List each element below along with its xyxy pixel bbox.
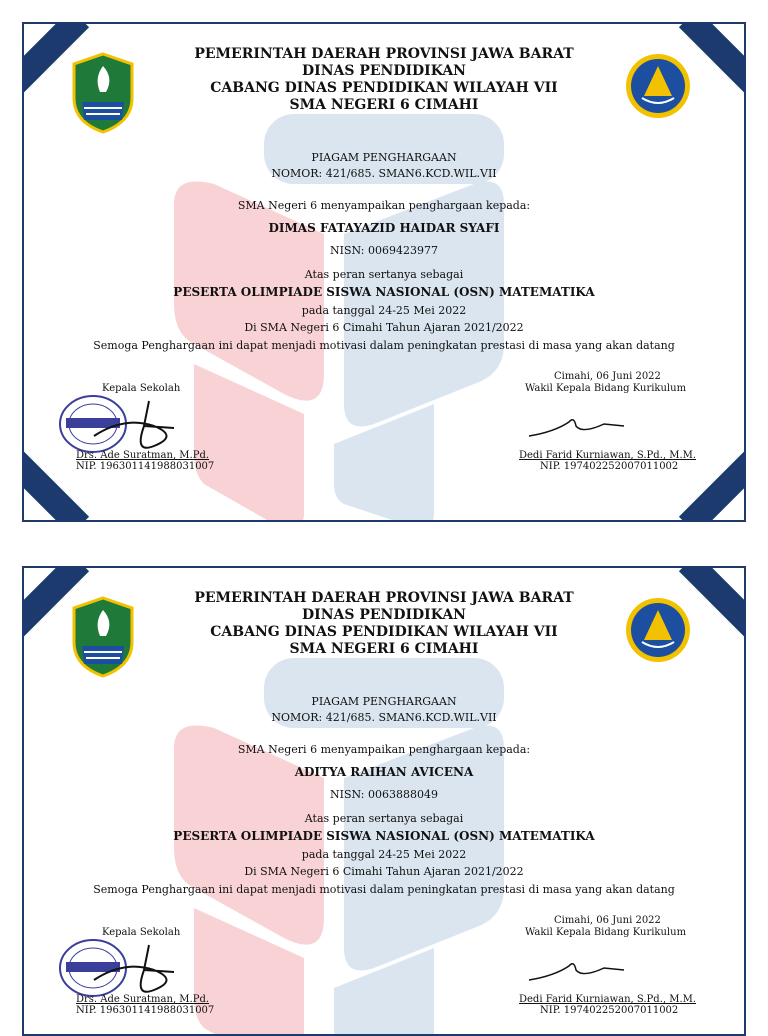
right-signature-icon [524,956,634,986]
right-signatory-nip: NIP. 197402252007011002 [540,1005,679,1016]
role-intro: Atas peran sertanya sebagai [304,268,464,281]
left-signatory-nip: NIP. 196301141988031007 [76,1005,215,1016]
intro-text: SMA Negeri 6 menyampaikan penghargaan kepada: [237,199,531,212]
left-signatory-name: Drs. Ade Suratman, M.Pd. [76,994,210,1005]
right-place-date: Cimahi, 06 Juni 2022 [554,915,661,926]
right-signatory-name: Dedi Farid Kurniawan, S.Pd., M.M. [519,450,697,461]
closing-text: Semoga Penghargaan ini dapat menjadi motivasi dalam peningkatan prestasi di masa yang akan datang [93,883,675,896]
document-number: NOMOR: 421/685. SMAN6.KCD.WIL.VII [271,711,497,724]
document-title: PIAGAM PENGHARGAAN [311,151,457,164]
header-line: PEMERINTAH DAERAH PROVINSI JAWA BARAT [194,46,574,62]
role-intro: Atas peran sertanya sebagai [304,812,464,825]
recipient-nisn: NISN: 0063888049 [330,788,438,801]
certificate-1 [22,22,746,522]
recipient-name: DIMAS FATAYAZID HAIDAR SYAFI [268,221,500,235]
left-signatory-title: Kepala Sekolah [102,927,181,938]
intro-text: SMA Negeri 6 menyampaikan penghargaan kepada: [237,743,531,756]
header-line: CABANG DINAS PENDIDIKAN WILAYAH VII [210,80,558,96]
left-signature-icon [84,940,184,1000]
header-line: SMA NEGERI 6 CIMAHI [289,641,479,657]
header-line: CABANG DINAS PENDIDIKAN WILAYAH VII [210,624,558,640]
header-line: SMA NEGERI 6 CIMAHI [289,97,479,113]
left-signatory-nip: NIP. 196301141988031007 [76,461,215,472]
recipient-name: ADITYA RAIHAN AVICENA [294,765,474,779]
closing-text: Semoga Penghargaan ini dapat menjadi motivasi dalam peningkatan prestasi di masa yang akan datang [93,339,675,352]
document-title: PIAGAM PENGHARGAAN [311,695,457,708]
right-signatory-name: Dedi Farid Kurniawan, S.Pd., M.M. [519,994,697,1005]
role-title: PESERTA OLIMPIADE SISWA NASIONAL (OSN) MATEMATIKA [173,829,595,843]
right-place-date: Cimahi, 06 Juni 2022 [554,371,661,382]
event-date: pada tanggal 24-25 Mei 2022 [301,304,467,317]
event-place: Di SMA Negeri 6 Cimahi Tahun Ajaran 2021/2022 [244,321,524,334]
document-number: NOMOR: 421/685. SMAN6.KCD.WIL.VII [271,167,497,180]
header-line: PEMERINTAH DAERAH PROVINSI JAWA BARAT [194,590,574,606]
event-place: Di SMA Negeri 6 Cimahi Tahun Ajaran 2021/2022 [244,865,524,878]
right-signature-icon [524,412,634,442]
right-signatory-title: Wakil Kepala Bidang Kurikulum [525,383,687,394]
role-title: PESERTA OLIMPIADE SISWA NASIONAL (OSN) MATEMATIKA [173,285,595,299]
certificate-2 [22,566,746,1036]
right-signatory-nip: NIP. 197402252007011002 [540,461,679,472]
left-signatory-title: Kepala Sekolah [102,383,181,394]
recipient-nisn: NISN: 0069423977 [330,244,438,257]
event-date: pada tanggal 24-25 Mei 2022 [301,848,467,861]
header-line: DINAS PENDIDIKAN [302,63,466,79]
left-signature-icon [84,396,184,456]
left-signatory-name: Drs. Ade Suratman, M.Pd. [76,450,210,461]
right-signatory-title: Wakil Kepala Bidang Kurikulum [525,927,687,938]
header-line: DINAS PENDIDIKAN [302,607,466,623]
